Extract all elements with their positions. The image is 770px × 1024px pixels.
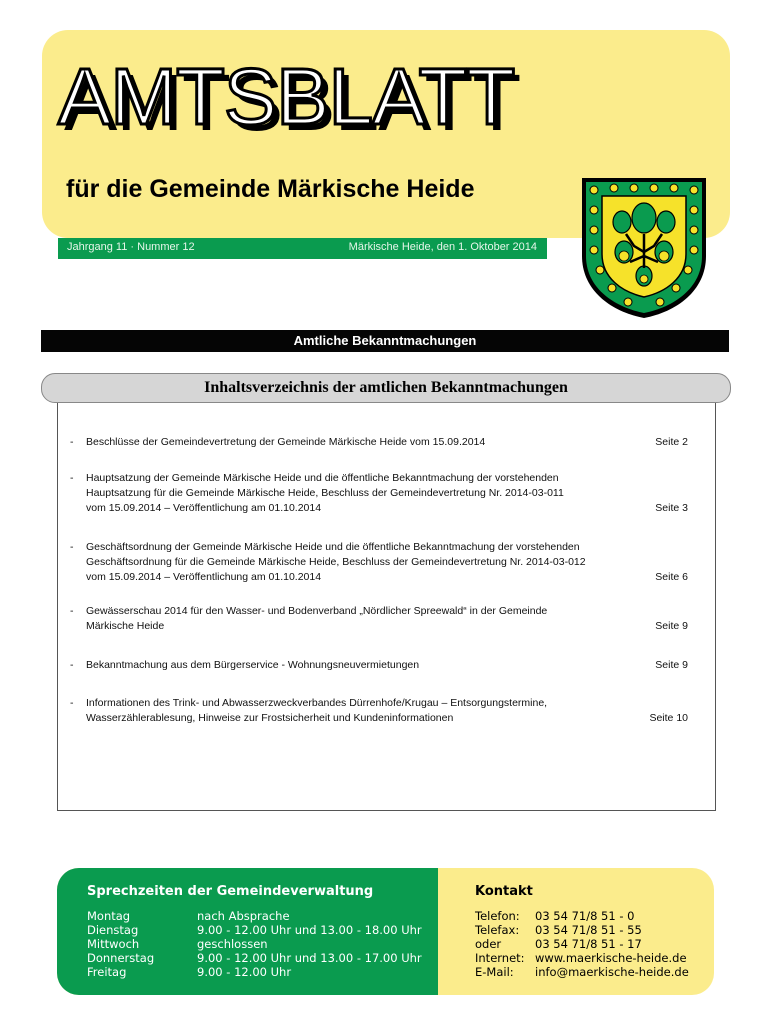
- toc-item-page: Seite 3: [655, 502, 688, 514]
- toc-item[interactable]: [70, 471, 690, 516]
- toc-bullet: -: [70, 605, 74, 617]
- toc-bullet: -: [70, 659, 74, 671]
- contact-label: Telefax:: [475, 923, 520, 937]
- office-hours-title: Sprechzeiten der Gemeindeverwaltung: [87, 884, 374, 899]
- footer-panel: [57, 868, 714, 995]
- toc-item[interactable]: [70, 435, 690, 450]
- office-hours-time: 9.00 - 12.00 Uhr: [197, 965, 292, 979]
- toc-item-text: Beschlüsse der Gemeindevertretung der Gemeinde Märkische Heide vom 15.09.2014: [86, 436, 486, 448]
- office-hours-time: geschlossen: [197, 937, 268, 951]
- toc-bullet: -: [70, 541, 74, 553]
- office-hours-time: nach Absprache: [197, 909, 290, 923]
- toc-item-page: Seite 6: [655, 571, 688, 583]
- toc-item[interactable]: [70, 540, 690, 585]
- publication-subtitle: für die Gemeinde Märkische Heide: [66, 175, 475, 203]
- office-hours-day: Donnerstag: [87, 951, 155, 965]
- toc-bullet: -: [70, 472, 74, 484]
- toc-item[interactable]: [70, 696, 690, 726]
- contact-label: oder: [475, 937, 502, 951]
- office-hours-day: Montag: [87, 909, 131, 923]
- toc-item-text: Informationen des Trink- und Abwasserzweckverbandes Dürrenhofe/Krugau – Entsorgungstermine, Wasserzählerablesung, Hinweise zur Frostsicherheit und Kundeninformationen: [86, 697, 548, 724]
- toc-item-text: Hauptsatzung der Gemeinde Märkische Heide und die öffentliche Bekanntmachung der vorstehenden Hauptsatzung für die Gemeinde Märkische Heide, Beschluss der Gemeindevertretung Nr. 2014-03-011 vom 15.09.2014 – Veröffentlichung am 01.10.2014: [86, 472, 564, 514]
- toc-item[interactable]: [70, 604, 690, 634]
- toc-title: Inhaltsverzeichnis der amtlichen Bekanntmachungen: [41, 373, 731, 403]
- coat-of-arms-icon: [578, 176, 710, 320]
- toc-item-text: Geschäftsordnung der Gemeinde Märkische Heide und die öffentliche Bekanntmachung der vorstehenden Geschäftsordnung für die Gemeinde Märkische Heide, Beschluss der Gemeindevertretung Nr. 2014-03-012 vom 15.09.2014 – Veröffentlichung am 01.10.2014: [86, 541, 586, 583]
- office-hours-day: Freitag: [87, 965, 127, 979]
- contact-phone[interactable]: 03 54 71/8 51 - 0: [535, 909, 635, 923]
- contact-website-link[interactable]: www.maerkische-heide.de: [535, 951, 687, 965]
- toc-item[interactable]: [70, 658, 690, 673]
- toc-bullet: -: [70, 697, 74, 709]
- office-hours-time: 9.00 - 12.00 Uhr und 13.00 - 17.00 Uhr: [197, 951, 422, 965]
- masthead-title: AMTSBLATT: [58, 52, 515, 141]
- toc-item-page: Seite 10: [649, 712, 688, 724]
- office-hours-day: Dienstag: [87, 923, 139, 937]
- toc-item-page: Seite 9: [655, 659, 688, 671]
- contact-title: Kontakt: [475, 884, 533, 899]
- toc-item-page: Seite 2: [655, 436, 688, 448]
- contact-label: Telefon:: [475, 909, 520, 923]
- toc-item-text: Gewässerschau 2014 für den Wasser- und Bodenverband „Nördlicher Spreewald“ in der Gemeinde Märkische Heide: [86, 605, 548, 632]
- section-header: Amtliche Bekanntmachungen: [41, 330, 729, 352]
- issue-date: Märkische Heide, den 1. Oktober 2014: [348, 241, 537, 253]
- contact-fax-alt: 03 54 71/8 51 - 17: [535, 937, 642, 951]
- contact-label: E-Mail:: [475, 965, 514, 979]
- table-of-contents: [57, 392, 716, 811]
- issue-number: Jahrgang 11 · Nummer 12: [67, 241, 195, 253]
- issue-bar: [58, 238, 547, 259]
- toc-item-text: Bekanntmachung aus dem Bürgerservice - Wohnungsneuvermietungen: [86, 659, 420, 671]
- toc-bullet: -: [70, 436, 74, 448]
- contact-fax: 03 54 71/8 51 - 55: [535, 923, 642, 937]
- office-hours-day: Mittwoch: [87, 937, 140, 951]
- office-hours-time: 9.00 - 12.00 Uhr und 13.00 - 18.00 Uhr: [197, 923, 422, 937]
- contact-label: Internet:: [475, 951, 525, 965]
- contact-email-link[interactable]: info@maerkische-heide.de: [535, 965, 689, 979]
- toc-item-page: Seite 9: [655, 620, 688, 632]
